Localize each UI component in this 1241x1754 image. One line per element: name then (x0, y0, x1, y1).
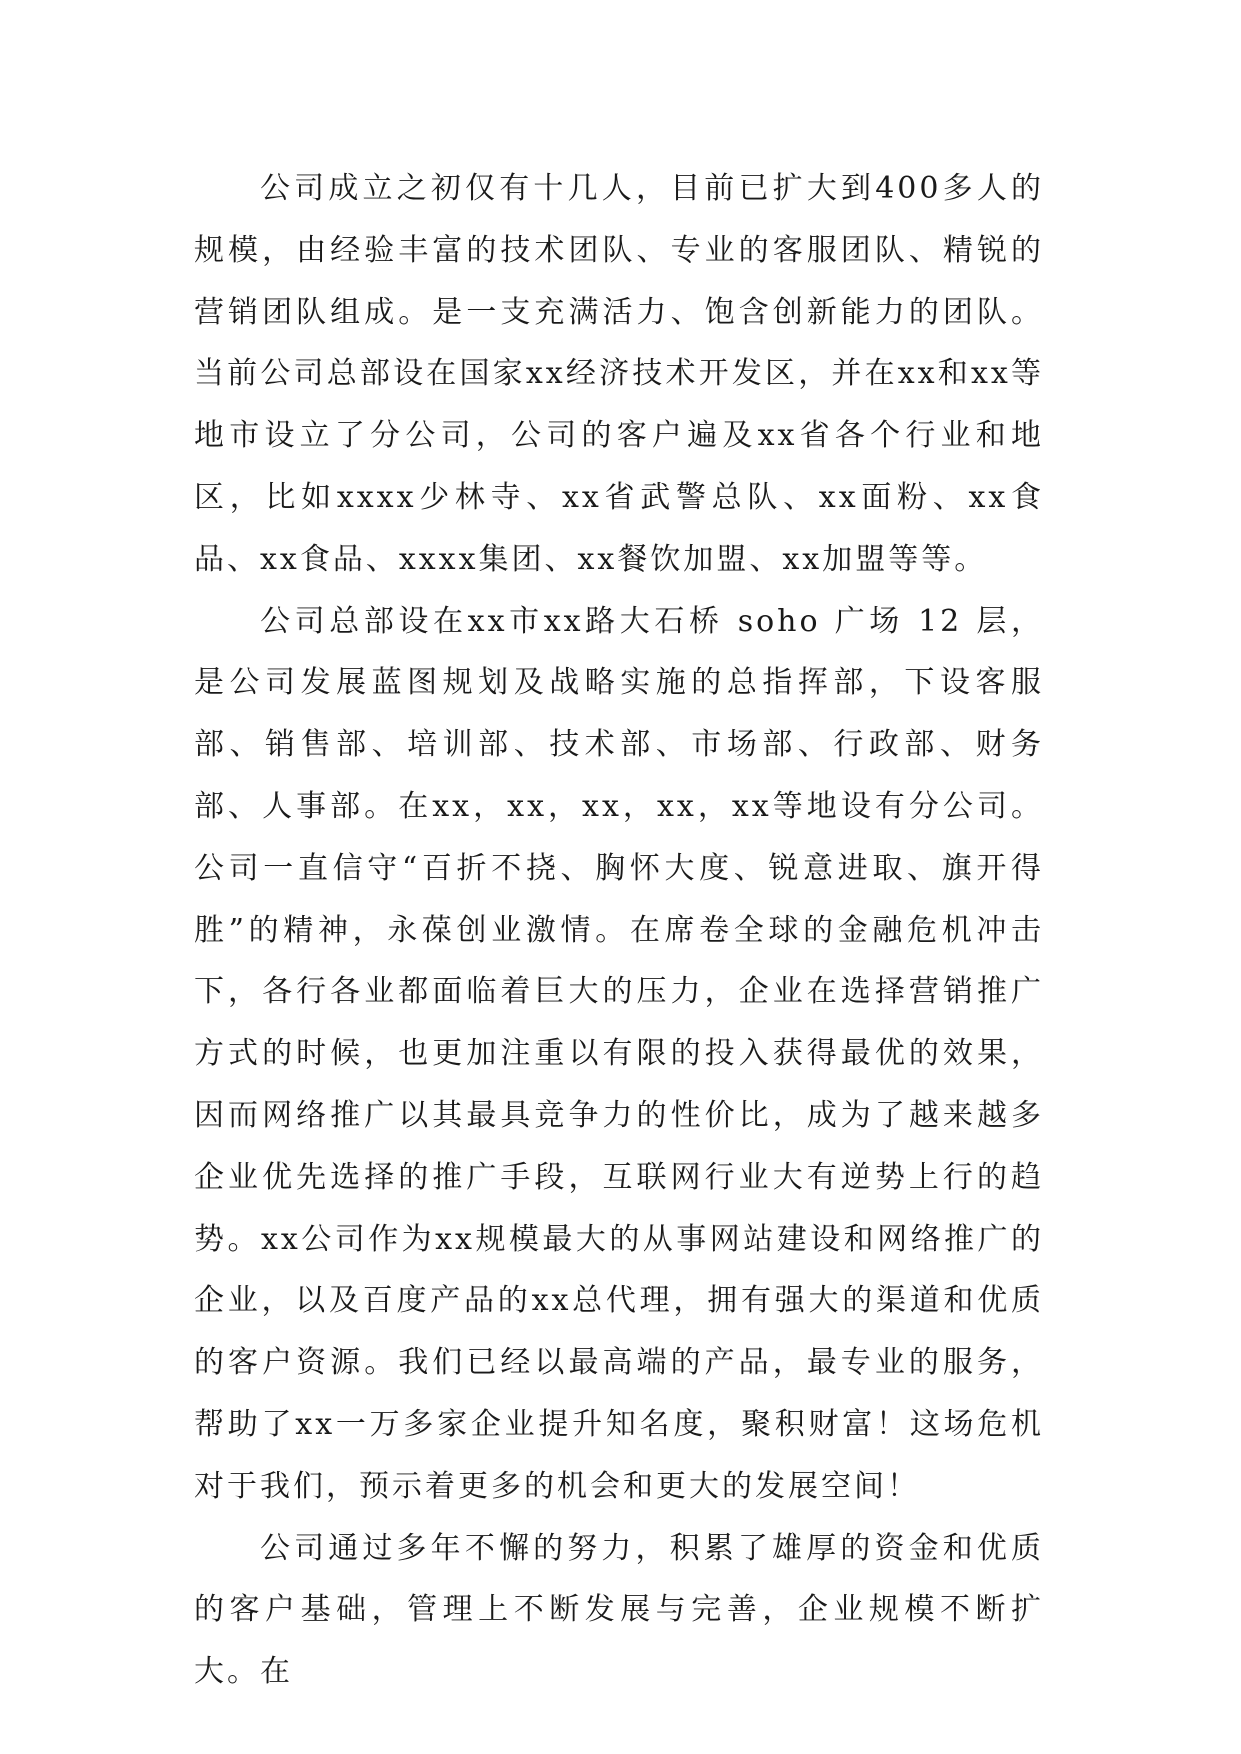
paragraph-development: 公司通过多年不懈的努力，积累了雄厚的资金和优质的客户基础，管理上不断发展与完善，企业规模不断扩大。在 (194, 1530, 1044, 1690)
document-body (194, 158, 1044, 1703)
paragraph-company-overview: 公司成立之初仅有十几人，目前已扩大到400多人的规模，由经验丰富的技术团队、专业的客服团队、精锐的营销团队组成。是一支充满活力、饱含创新能力的团队。当前公司总部设在国家xx经济技术开发区，并在xx和xx等地市设立了分公司，公司的客户遍及xx省各个行业和地区，比如xxxx少林寺、xx省武警总队、xx面粉、xx食品、xx食品、xxxx集团、xx餐饮加盟、xx加盟等等。 (194, 171, 1044, 577)
paragraph-headquarters: 公司总部设在xx市xx路大石桥 soho 广场 12 层，是公司发展蓝图规划及战略实施的总指挥部，下设客服部、销售部、培训部、技术部、市场部、行政部、财务部、人事部。在xx，xx，xx，xx，xx等地设有分公司。公司一直信守“百折不挠、胸怀大度、锐意进取、旗开得胜”的精神，永葆创业激情。在席卷全球的金融危机冲击下，各行各业都面临着巨大的压力，企业在选择营销推广方式的时候，也更加注重以有限的投入获得最优的效果，因而网络推广以其最具竞争力的性价比，成为了越来越多企业优先选择的推广手段，互联网行业大有逆势上行的趋势。xx公司作为xx规模最大的从事网站建设和网络推广的企业，以及百度产品的xx总代理，拥有强大的渠道和优质的客户资源。我们已经以最高端的产品，最专业的服务，帮助了xx一万多家企业提升知名度，聚积财富！这场危机对于我们，预示着更多的机会和更大的发展空间！ (194, 603, 1044, 1504)
